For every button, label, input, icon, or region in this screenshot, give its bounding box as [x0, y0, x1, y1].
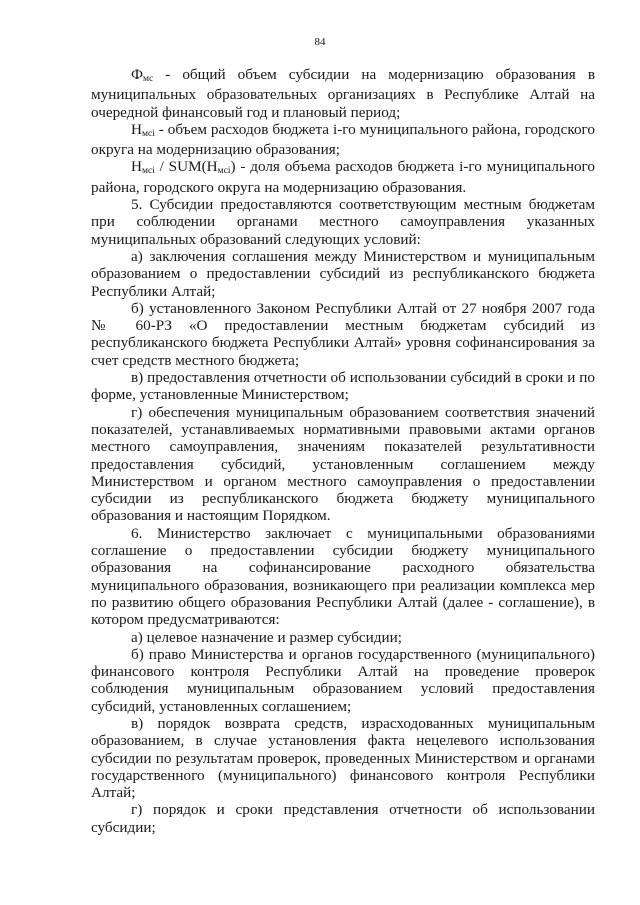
paragraph-agreement-a: а) целевое назначение и размер субсидии;: [131, 628, 402, 646]
paragraph-text: - объем расходов бюджета i-го муниципального района, городского округа на модернизацию образования;: [91, 120, 595, 159]
paragraph-item-5: 5. Субсидии предоставляются соответствующим местным бюджетам при соблюдении органами местного самоуправления указанных муниципальных образований следующих условий:: [91, 196, 595, 248]
paragraph-definition-share: [91, 158, 595, 196]
paragraph-text: ) - доля объема расходов бюджета i-го муниципального района, городского округа на модернизацию образования.: [91, 158, 595, 196]
formula-symbol: Н: [131, 158, 142, 176]
formula-middle: / SUM(Н: [154, 158, 218, 176]
paragraph-definition-h: [91, 121, 595, 159]
paragraph-condition-v: в) предоставления отчетности об использовании субсидий в сроки и по форме, установленные Министерством;: [91, 369, 595, 404]
formula-symbol: Н: [131, 120, 142, 138]
paragraph-definition-phi: [91, 66, 595, 121]
formula-subscript: мсi: [141, 128, 155, 139]
paragraph-agreement-g: г) порядок и сроки представления отчетности об использовании субсидии;: [91, 801, 595, 836]
paragraph-agreement-v: в) порядок возврата средств, израсходованных муниципальным образованием, в случае установления факта нецелевого использования субсидии по результатам проверок, проведенных Министерством и органами государственного (муниципального) финансового контроля Республики Алтай;: [91, 714, 595, 802]
paragraph-condition-a: а) заключения соглашения между Министерством и муниципальным образованием о предоставлении субсидий из республиканского бюджета Республики Алтай;: [91, 247, 595, 300]
paragraph-condition-b: б) установленного Законом Республики Алтай от 27 ноября 2007 года № 60-РЗ «О предоставлении местным бюджетам субсидий из республиканского бюджета Республики Алтай» уровня софинансирования за счет средств местного бюджета;: [91, 299, 595, 369]
formula-subscript: мсi: [217, 166, 231, 177]
paragraph-item-6: 6. Министерство заключает с муниципальными образованиями соглашение о предоставлении субсидии бюджету муниципального образования на софинансирование расходного обязательства муниципального образования, возникающего при реализации комплекса мер по развитию общего образования Республики Алтай (далее - соглашение), в котором предусматриваются:: [91, 524, 595, 629]
formula-subscript: мсi: [141, 166, 155, 177]
formula-symbol: Ф: [131, 66, 143, 83]
formula-subscript: мс: [143, 74, 154, 84]
paragraph-agreement-b: б) право Министерства и органов государственного (муниципального) финансового контроля Республики Алтай на проведение проверок соблюдения муниципальным образованием условий предоставления субсидий, установленных соглашением;: [91, 645, 595, 715]
paragraph-condition-g: г) обеспечения муниципальным образованием соответствия значений показателей, устанавливаемых нормативными правовыми актами органов местного самоуправления, значениям показателей результативности предоставления субсидий, установленным соглашением между Министерством и органом местного самоуправления о предоставлении субсидии из республиканского бюджета бюджету муниципального образования и настоящим Порядком.: [91, 403, 595, 525]
page-number: 84: [314, 36, 326, 48]
document-body: [91, 66, 595, 836]
paragraph-text: - общий объем субсидии на модернизацию образования в муниципальных образовательных организациях в Республике Алтай на очередной финансовый год и плановый период;: [91, 66, 595, 121]
